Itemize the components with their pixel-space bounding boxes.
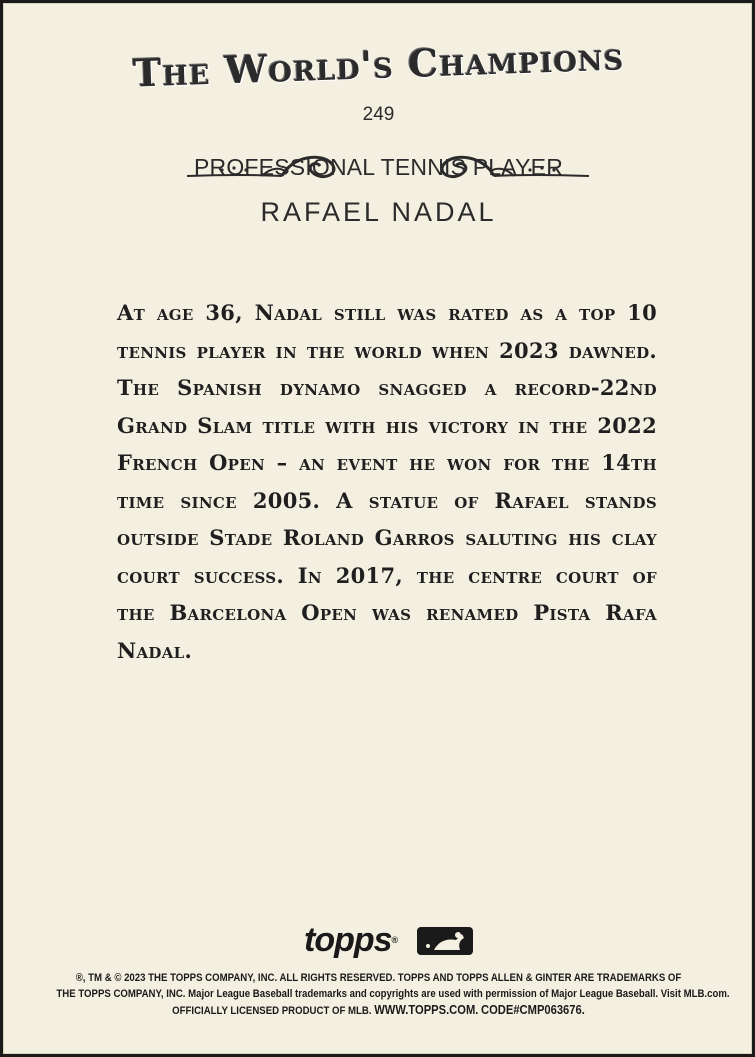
card-number: 249 (362, 104, 395, 125)
player-name: RAFAEL NADAL (260, 197, 497, 227)
legal-text (56, 970, 730, 1019)
title-block (4, 33, 753, 152)
logo-row (4, 918, 753, 964)
legal-license: OFFICIALLY LICENSED PRODUCT OF MLB. (172, 1005, 372, 1017)
card-back (3, 3, 752, 1054)
legal-line-2: THE TOPPS COMPANY, INC. Major League Baseball trademarks and copyrights are used with permission of Major League Baseball. Visit MLB.com. (56, 988, 730, 1000)
player-occupation: PROFESSIONAL TENNIS PLAYER (193, 154, 564, 180)
player-bio: At age 36, Nadal still was rated as a top 10 tennis player in the world when 2023 dawned. The Spanish dynamo snagged a record-22nd Grand Slam title with his victory in the 2022 French Open – an event he won for the 14th time since 2005. A statue of Rafael stands outside Stade Roland Garros saluting his clay court success. In 2017, the centre court of the Barcelona Open was renamed Pista Rafa Nadal. (117, 300, 657, 663)
topps-logo: topps® (304, 921, 398, 959)
legal-line-3 (56, 1002, 700, 1019)
topps-url: WWW.TOPPS.COM. (374, 1002, 479, 1017)
legal-line-1: ®, TM & © 2023 THE TOPPS COMPANY, INC. ALL RIGHTS RESERVED. TOPPS AND TOPPS ALLEN & GINTER ARE TRADEMARKS OF (75, 972, 682, 984)
topps-logo-text: topps (304, 921, 392, 959)
mlb-logo-icon (416, 926, 474, 956)
card-code: CODE#CMP063676. (481, 1002, 585, 1017)
series-title: The World's Champions (132, 33, 625, 96)
